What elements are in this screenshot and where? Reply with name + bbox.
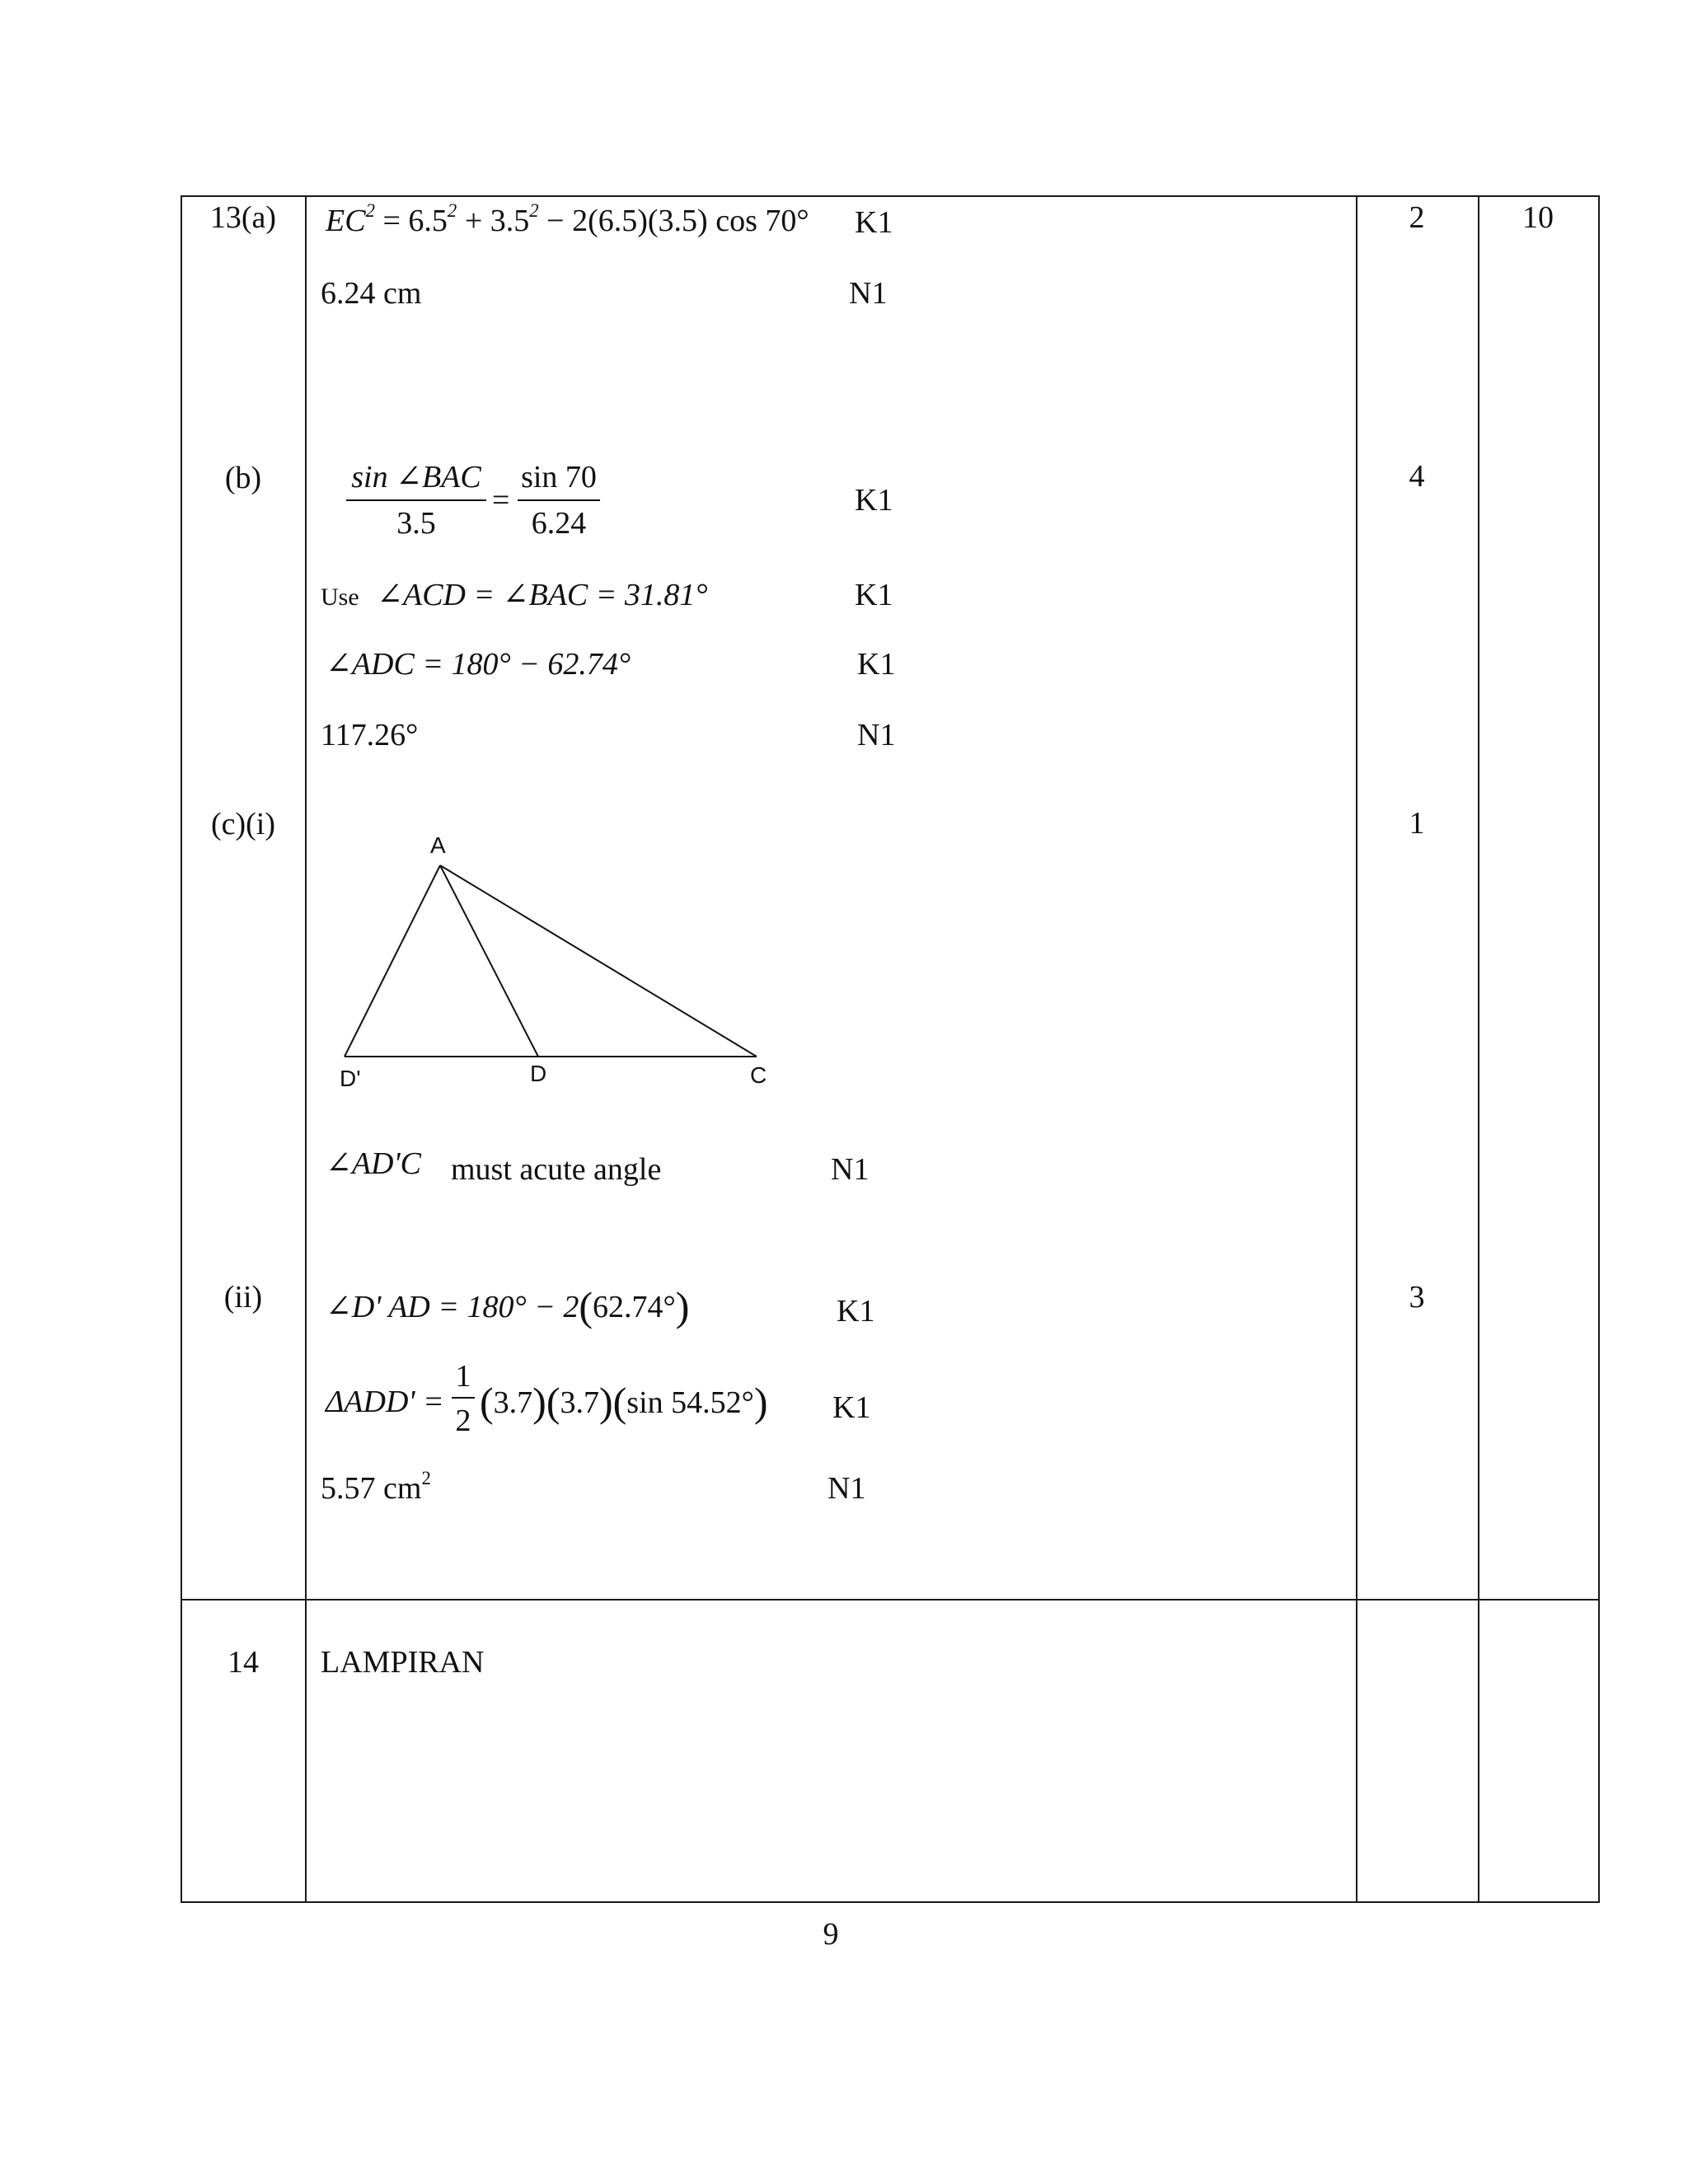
area-factor-2: 3.7	[560, 1385, 599, 1420]
angle-ad-prime-c: ∠AD'C	[326, 1146, 421, 1181]
point-label-d-prime: D'	[340, 1066, 361, 1091]
marks-13ii: 3	[1409, 1280, 1425, 1315]
line-a-c	[440, 865, 757, 1057]
fraction-bar	[346, 499, 486, 501]
fraction-one-half	[452, 1361, 475, 1440]
area-lhs: ΔADD' =	[326, 1385, 444, 1419]
triangle-diagram	[330, 828, 791, 1108]
question-label-13a: 13(a)	[209, 200, 277, 235]
answer-adc: 117.26°	[321, 718, 419, 752]
area-factor-3: sin 54.52°	[626, 1385, 754, 1420]
fraction-denominator: 2	[455, 1404, 471, 1438]
point-label-d: D	[530, 1061, 547, 1086]
mark-k1-d-prime-ad: K1	[837, 1294, 875, 1329]
eq-ec: EC	[326, 204, 366, 238]
question-label-14: 14	[227, 1645, 259, 1680]
fraction-bar	[452, 1397, 475, 1399]
point-label-c: C	[750, 1062, 767, 1088]
mark-k1-adc: K1	[857, 647, 896, 682]
column-divider-1	[305, 195, 307, 1903]
mark-k1-cosine: K1	[855, 205, 893, 240]
marks-13b: 4	[1409, 459, 1425, 494]
marks-13a: 2	[1409, 200, 1425, 235]
area-factor-1: 3.7	[493, 1385, 533, 1420]
table-border-top	[181, 195, 1600, 197]
table-border-left	[181, 195, 182, 1903]
area-exponent: 2	[421, 1467, 431, 1488]
step-angle-d-prime-ad: ∠D' AD = 180° − 2(62.74°)	[326, 1283, 690, 1329]
mark-n1-ec: N1	[849, 276, 888, 311]
answer-ec: 6.24 cm	[321, 276, 422, 311]
row-divider	[181, 1599, 1600, 1601]
question-label-b: (b)	[224, 461, 262, 495]
step-angle-adc: ∠ADC = 180° − 62.74°	[326, 647, 631, 682]
point-label-a: A	[430, 832, 446, 858]
angle-value: 62.74°	[593, 1290, 676, 1324]
area-factors: (3.7)(3.7)(sin 54.52°)	[480, 1379, 768, 1425]
table-border-bottom	[181, 1901, 1600, 1903]
eq-part-3: − 2(6.5)(3.5) cos 70°	[538, 204, 809, 238]
line-a-d1	[345, 865, 440, 1057]
fraction-numerator: sin 70	[521, 460, 597, 494]
column-divider-2	[1356, 195, 1357, 1903]
lampiran-text: LAMPIRAN	[321, 1645, 485, 1680]
use-word: Use	[321, 583, 359, 611]
angle-expression: ∠D' AD = 180° − 2	[326, 1290, 579, 1324]
eq-part-2: + 3.5	[457, 204, 530, 238]
question-label-ci: (c)(i)	[210, 807, 276, 841]
fraction-denominator: 3.5	[396, 506, 436, 541]
mark-n1-acute: N1	[831, 1152, 870, 1187]
mark-k1-sine-rule: K1	[855, 483, 893, 518]
fraction-numerator: sin ∠BAC	[351, 460, 481, 494]
equation-cosine-rule: $EC^2 = 6.5^2 + 3.5^2 - 2(6.5)(3.5)$ cos 70°	[326, 199, 809, 238]
acute-angle-text: must acute angle	[451, 1152, 662, 1187]
marks-13ci: 1	[1409, 806, 1425, 841]
mark-n1-area: N1	[828, 1471, 866, 1506]
mark-k1-area: K1	[832, 1390, 871, 1425]
fraction-bar	[518, 499, 600, 501]
question-label-ii: (ii)	[223, 1280, 263, 1315]
fraction-numerator: 1	[455, 1359, 471, 1394]
mark-k1-use: K1	[855, 578, 893, 612]
table-border-right	[1598, 195, 1600, 1903]
fraction-sin-bac	[346, 462, 486, 544]
column-divider-3	[1478, 195, 1479, 1903]
use-expression: ∠ACD = ∠BAC = 31.81°	[377, 578, 708, 612]
fraction-denominator: 6.24	[531, 506, 587, 541]
step-use-angle	[321, 579, 708, 611]
equals-sign: =	[492, 483, 510, 518]
mark-n1-adc: N1	[857, 718, 896, 752]
fraction-sin-70	[518, 462, 600, 544]
eq-part-1: = 6.5	[374, 204, 448, 238]
marks-total: 10	[1522, 200, 1554, 235]
page-number: 9	[823, 1917, 839, 1952]
area-value: 5.57 cm	[321, 1471, 422, 1506]
answer-area	[321, 1467, 431, 1506]
